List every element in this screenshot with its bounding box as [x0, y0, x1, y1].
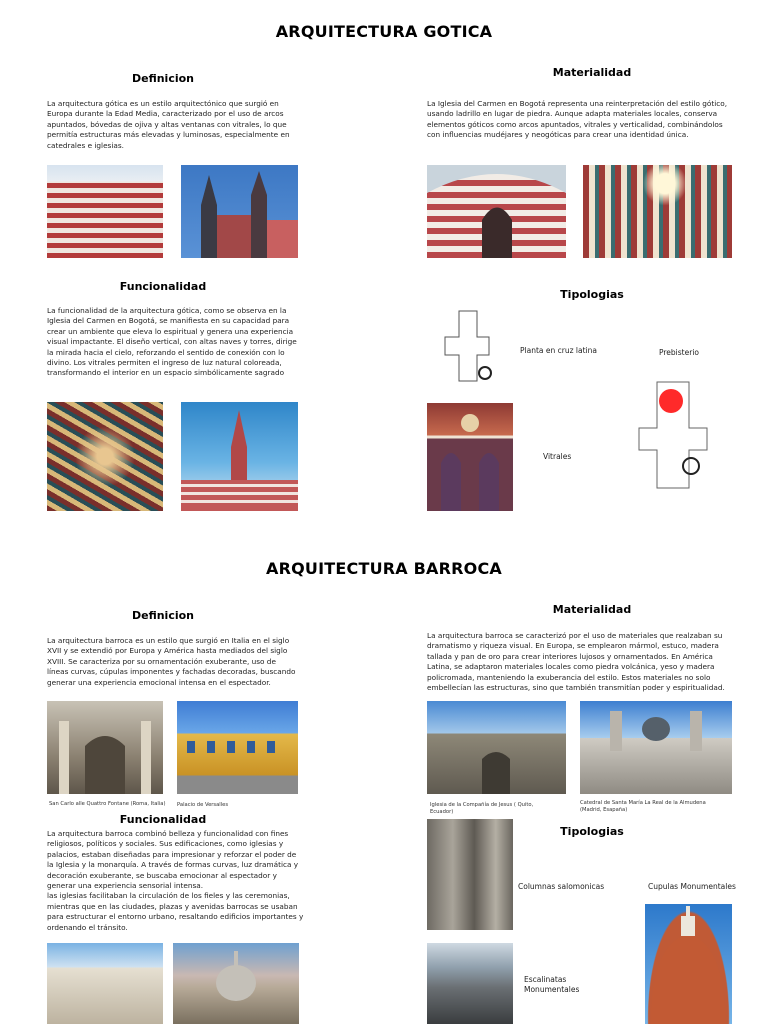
gothic-church-towers-photo	[181, 165, 298, 258]
baroque-church-facade-photo	[47, 943, 163, 1024]
gothic-funcionalidad-text: La funcionalidad de la arquitectura gótica, como se observa en la Iglesia del Carmen en Bogotá, se manifiesta en su capacidad para crear un ambiente que eleva lo espiritual y genera una experiencia visual impactante. El diseño vertical, con altas naves y torres, dirige la mirada hacia el cielo, reforzando el sentido de conexión con lo divino. Los vitrales permiten el ingreso de luz natural coloreada, transformando el interior en un espacio simbólicamente sagrado	[47, 306, 297, 378]
almudena-caption: Catedral de Santa María La Real de la Almudena (Madrid, Esapaña)	[580, 800, 706, 813]
gothic-title: ARQUITECTURA GOTICA	[275, 22, 493, 41]
gothic-interior-photo	[583, 165, 732, 258]
compania-jesus-photo	[427, 701, 566, 794]
dome-illustration	[645, 904, 732, 1024]
versalles-illustration	[177, 701, 298, 794]
gothic-arch-illustration	[427, 165, 566, 258]
baroque-materialidad-heading: Materialidad	[552, 603, 632, 616]
gothic-nave-photo	[47, 402, 163, 511]
gothic-floor-plan-presbiterio	[627, 378, 722, 494]
san-carlo-illustration	[47, 701, 163, 794]
cupulas-label: Cupulas Monumentales	[648, 882, 736, 891]
san-carlo-photo	[47, 701, 163, 794]
escalinatas-label: Escalinatas Monumentales	[524, 975, 580, 994]
cathedral-dome-illustration	[173, 943, 299, 1024]
escalinatas-photo	[427, 943, 513, 1024]
presbiterio-label: Prebisterio	[659, 348, 699, 357]
compania-caption: Iglesia de la Compañía de Jesus ( Quito, Ecuador)	[430, 802, 534, 815]
gothic-materialidad-heading: Materialidad	[552, 66, 632, 79]
columnas-salomonicas-photo	[427, 819, 513, 930]
almudena-illustration	[580, 701, 732, 794]
gothic-towers-illustration	[181, 165, 298, 258]
columnas-label: Columnas salomonicas	[518, 882, 605, 891]
cupula-monumental-photo	[645, 904, 732, 1024]
compania-illustration	[427, 701, 566, 794]
baroque-funcionalidad-heading: Funcionalidad	[119, 813, 207, 826]
baroque-materialidad-text: La arquitectura barroca se caracterizó por el uso de materiales que realzaban su dramatismo y riqueza visual. En Europa, se emplearon mármol, estuco, madera tallada y pan de oro para crear interiores lujosos y ornamentados. En América Latina, se adaptaron materiales locales como piedra volcánica, yeso y madera policromada, manteniendo la exuberancia del estilo. Estos materiales no solo embellecían las estructuras, sino que también transmitían poder y espiritualidad.	[427, 631, 725, 693]
gothic-funcionalidad-heading: Funcionalidad	[119, 280, 207, 293]
versalles-caption: Palacio de Versalles	[177, 802, 229, 808]
cross-plan-drawing	[437, 307, 503, 385]
baroque-definicion-heading: Definicion	[131, 609, 195, 622]
gothic-tipologias-heading: Tipologias	[560, 288, 624, 301]
vitrales-label: Vitrales	[543, 452, 572, 461]
gothic-tower-illustration	[181, 402, 298, 511]
gothic-definicion-heading: Definicion	[131, 72, 195, 85]
versalles-photo	[177, 701, 298, 794]
san-carlo-caption: San Carlo alle Quattro Fontane (Roma, Italia)	[49, 801, 166, 807]
baroque-funcionalidad-text-1: La arquitectura barroca combinó belleza y funcionalidad con fines religiosos, políticos y sociales. Sus edificaciones, como iglesias y palacios, estaban diseñadas para impresionar y reforzar el poder de la Iglesia y la monarquía. A través de formas curvas, luz dramática y decoración exuberante, se buscaba emocionar al espectador y generar una experiencia sensorial intensa.	[47, 829, 299, 891]
gothic-materialidad-text: La Iglesia del Carmen en Bogotá representa una reinterpretación del estilo gótico, usando ladrillo en lugar de piedra. Aunque adapta materiales locales, conserva elementos góticos como arcos apuntados, vitrales y verticalidad, combinándolos con influencias mudéjares y neogóticas para crear una identidad única.	[427, 99, 728, 140]
almudena-photo	[580, 701, 732, 794]
presbiterio-marker	[659, 389, 683, 413]
baroque-funcionalidad-text-2: las iglesias facilitaban la circulación de los fieles y las ceremonias, mientras que en las ciudades, plazas y avenidas barrocas se usaban para estructurar el entorno urbano, resaltando edificios importantes y ordenando el tránsito.	[47, 891, 304, 932]
gothic-church-facade-photo	[47, 165, 163, 258]
gothic-brick-facade-photo	[427, 165, 566, 258]
baroque-definicion-text: La arquitectura barroca es un estilo que surgió en Italia en el siglo XVII y se extendió por Europa y América hasta mediados del siglo XVIII. Se caracteriza por su ornamentación exuberante, uso de líneas curvas, cúpulas imponentes y fachadas decoradas, buscando generar una experiencia emocional intensa en el espectador.	[47, 636, 296, 687]
baroque-funcionalidad-block	[47, 829, 305, 933]
baroque-title: ARQUITECTURA BARROCA	[266, 559, 502, 578]
baroque-tipologias-heading: Tipologias	[560, 825, 624, 838]
gothic-tower-sky-photo	[181, 402, 298, 511]
gothic-definicion-text: La arquitectura gótica es un estilo arquitectónico que surgió en Europa durante la Edad Media, caracterizado por el uso de arcos apuntados, bóvedas de ojiva y altas ventanas con vitrales, lo que permitía estructuras más elevadas y luminosas, especialmente en catedrales e iglesias.	[47, 99, 290, 150]
stained-glass-illustration	[427, 403, 513, 511]
gothic-floor-plan-cross	[437, 307, 503, 385]
gothic-stained-glass-photo	[427, 403, 513, 511]
planta-cruz-label: Planta en cruz latina	[520, 346, 597, 355]
baroque-dome-cathedral-photo	[173, 943, 299, 1024]
